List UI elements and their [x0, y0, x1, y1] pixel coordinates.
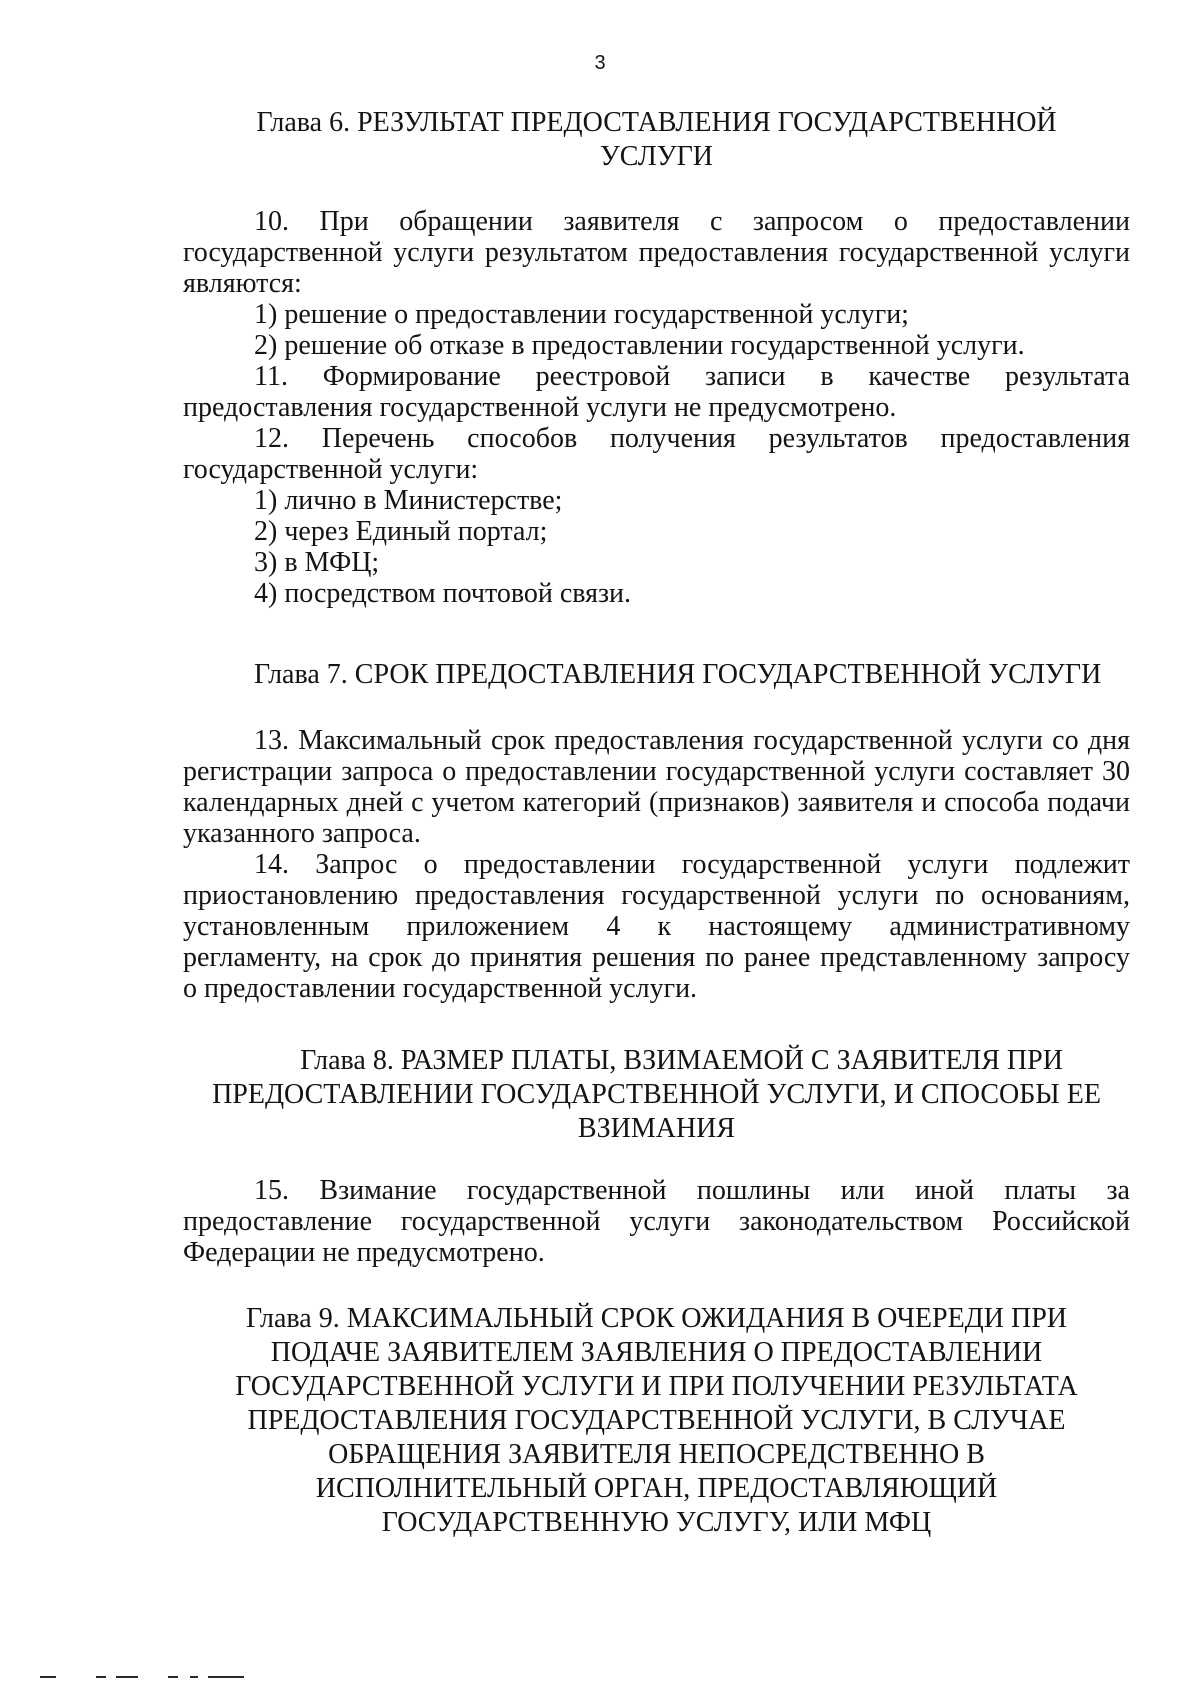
page-number: 3 [594, 52, 606, 74]
paragraph-13-line: календарных дней с учетом категорий (признаков) заявителя и способа подачи [183, 787, 1130, 818]
heading-line: ОБРАЩЕНИЯ ЗАЯВИТЕЛЯ НЕПОСРЕДСТВЕННО В [328, 1439, 985, 1470]
list-item: 4) посредством почтовой связи. [254, 578, 632, 609]
paragraph-10-line: 10. При обращении заявителя с запросом о предоставлении [254, 206, 1130, 237]
paragraph-15-line: 15. Взимание государственной пошлины или иной платы за [254, 1175, 1130, 1206]
paragraph-11-line: предоставления государственной услуги не предусмотрено. [183, 392, 897, 423]
list-item: 3) в МФЦ; [254, 547, 380, 578]
chapter-8-heading [183, 1044, 1130, 1146]
heading-line: УСЛУГИ [599, 141, 714, 172]
chapter-7-heading [254, 658, 1130, 692]
paragraph-10-line: государственной услуги результатом предоставления государственной услуги [183, 237, 1130, 268]
heading-line: ПОДАЧЕ ЗАЯВИТЕЛЕМ ЗАЯВЛЕНИЯ О ПРЕДОСТАВЛЕНИИ [270, 1337, 1043, 1368]
paragraph-15-line: Федерации не предусмотрено. [183, 1237, 545, 1268]
heading-line: ВЗИМАНИЯ [577, 1113, 736, 1144]
chapter-6-body [183, 206, 1130, 609]
heading-line: ГОСУДАРСТВЕННУЮ УСЛУГУ, ИЛИ МФЦ [381, 1507, 932, 1538]
heading-line: Глава 7. СРОК ПРЕДОСТАВЛЕНИЯ ГОСУДАРСТВЕННОЙ УСЛУГИ [254, 659, 1102, 690]
paragraph-14-line: регламенту, на срок до принятия решения по ранее представленному запросу [183, 942, 1130, 973]
paragraph-12-line: 12. Перечень способов получения результатов предоставления [254, 423, 1130, 454]
list-item: 2) решение об отказе в предоставлении государственной услуги. [254, 330, 1025, 361]
chapter-9-heading [183, 1302, 1130, 1540]
heading-line: ИСПОЛНИТЕЛЬНЫЙ ОРГАН, ПРЕДОСТАВЛЯЮЩИЙ [315, 1473, 998, 1504]
paragraph-14-line: приостановлению предоставления государственной услуги по основаниям, [183, 880, 1130, 911]
paragraph-14-line: о предоставлении государственной услуги. [183, 973, 698, 1004]
paragraph-15-line: предоставление государственной услуги законодательством Российской [183, 1206, 1130, 1237]
heading-line: Глава 8. РАЗМЕР ПЛАТЫ, ВЗИМАЕМОЙ С ЗАЯВИТЕЛЯ ПРИ [300, 1045, 1063, 1076]
heading-line: ГОСУДАРСТВЕННОЙ УСЛУГИ И ПРИ ПОЛУЧЕНИИ РЕЗУЛЬТАТА [235, 1371, 1078, 1402]
paragraph-10-line: являются: [183, 268, 302, 299]
heading-line: ПРЕДОСТАВЛЕНИИ ГОСУДАРСТВЕННОЙ УСЛУГИ, И СПОСОБЫ ЕЕ [212, 1079, 1101, 1110]
list-item: 2) через Единый портал; [254, 516, 548, 547]
paragraph-11-line: 11. Формирование реестровой записи в качестве результата [254, 361, 1130, 392]
heading-line: Глава 9. МАКСИМАЛЬНЫЙ СРОК ОЖИДАНИЯ В ОЧЕРЕДИ ПРИ [245, 1303, 1068, 1334]
list-item: 1) лично в Министерстве; [254, 485, 563, 516]
paragraph-12-line: государственной услуги: [183, 454, 479, 485]
paragraph-13-line: указанного запроса. [183, 818, 421, 849]
paragraph-14-line: 14. Запрос о предоставлении государственной услуги подлежит [254, 849, 1130, 880]
chapter-7-body [183, 725, 1130, 1004]
heading-line: Глава 6. РЕЗУЛЬТАТ ПРЕДОСТАВЛЕНИЯ ГОСУДАРСТВЕННОЙ [256, 107, 1057, 138]
paragraph-13-line: регистрации запроса о предоставлении государственной услуги составляет 30 [183, 756, 1130, 787]
heading-line: ПРЕДОСТАВЛЕНИЯ ГОСУДАРСТВЕННОЙ УСЛУГИ, В СЛУЧАЕ [247, 1405, 1066, 1436]
chapter-6-heading [183, 106, 1130, 174]
paragraph-13-line: 13. Максимальный срок предоставления государственной услуги со дня [254, 725, 1130, 756]
list-item: 1) решение о предоставлении государственной услуги; [254, 299, 909, 330]
paragraph-14-line: установленным приложением 4 к настоящему административному [183, 911, 1130, 942]
chapter-8-body [183, 1175, 1130, 1268]
scan-artifact-marks [40, 1676, 250, 1682]
